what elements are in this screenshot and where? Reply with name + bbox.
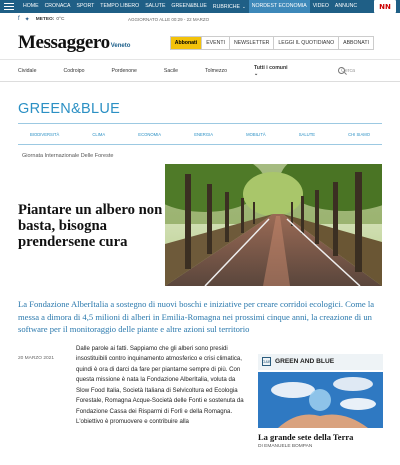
city-cividale[interactable]: Cividale xyxy=(18,67,37,74)
chevron-down-icon: ⌄ xyxy=(241,3,246,9)
city-nav xyxy=(0,60,400,82)
partner-logo[interactable]: NN xyxy=(374,0,396,13)
top-navigation-bar xyxy=(0,0,400,13)
nav-salute[interactable]: SALUTE xyxy=(145,3,166,9)
nav-nordest-economia[interactable]: NORDEST ECONOMIA xyxy=(249,0,310,13)
related-card-header xyxy=(258,354,383,370)
article-kicker[interactable]: Giornata Internazionale Delle Foreste xyxy=(22,153,114,159)
newsletter-link[interactable]: NEWSLETTER xyxy=(229,37,273,49)
related-card-label: GREEN AND BLUE xyxy=(275,358,335,365)
category-economia[interactable]: ECONOMIA xyxy=(138,132,162,137)
tree-avenue-image xyxy=(165,164,382,286)
city-codroipo[interactable]: Codroipo xyxy=(63,67,85,74)
nav-home[interactable]: HOME xyxy=(23,3,39,9)
related-card[interactable] xyxy=(258,354,383,449)
nav-video[interactable]: VIDEO xyxy=(312,3,329,9)
related-card-title[interactable]: La grande sete della Terra xyxy=(258,431,354,442)
site-logo[interactable]: Messaggero xyxy=(18,31,110,53)
category-energia[interactable]: ENERGIA xyxy=(194,132,214,137)
search-icon[interactable] xyxy=(338,67,345,74)
city-tolmezzo[interactable]: Tolmezzo xyxy=(205,67,227,74)
related-card-image[interactable] xyxy=(258,372,383,428)
category-chi-siamo[interactable]: CHI SIAMO xyxy=(348,132,370,137)
top-nav xyxy=(20,0,360,13)
article-date: 20 MARZO 2021 xyxy=(18,355,54,361)
category-bar xyxy=(0,124,400,137)
site-logo-region: Veneto xyxy=(110,43,131,49)
masthead-links xyxy=(170,36,374,50)
article-hero xyxy=(0,164,400,286)
twitter-icon[interactable]: ✦ xyxy=(24,17,30,23)
city-pordenone[interactable]: Pordenone xyxy=(111,67,137,74)
category-mobilita[interactable]: MOBILITÀ xyxy=(246,132,266,137)
category-salute[interactable]: SALUTE xyxy=(298,132,316,137)
nav-tempo-libero[interactable]: TEMPO LIBERO xyxy=(100,3,140,9)
social-links xyxy=(18,16,30,23)
eventi-link[interactable]: EVENTI xyxy=(201,37,229,49)
green-blue-logo-icon: G&B xyxy=(262,359,271,364)
nav-sport[interactable]: SPORT xyxy=(76,3,95,9)
nav-annunci[interactable]: ANNUNC xyxy=(334,3,358,9)
menu-icon[interactable] xyxy=(4,3,14,10)
chevron-down-icon: ⌄ xyxy=(253,70,259,77)
leggi-quotidiano-link[interactable]: LEGGI IL QUOTIDIANO xyxy=(273,37,338,49)
city-sacile[interactable]: Sacile xyxy=(163,67,179,74)
divider xyxy=(18,144,382,145)
article-body xyxy=(76,344,248,449)
nav-cronaca[interactable]: CRONACA xyxy=(44,3,71,9)
related-card-author: DI EMANUELE BOMPAN xyxy=(258,443,313,449)
abbonati-link[interactable]: ABBONATI xyxy=(338,37,373,49)
nav-rubriche-label: RUBRICHE xyxy=(212,3,240,10)
search-input[interactable]: Cerca xyxy=(341,67,355,74)
section-title[interactable]: GREEN&BLUE xyxy=(18,101,382,124)
article-headline: Piantare un albero non basta, bisogna prendersene cura xyxy=(18,202,163,251)
facebook-icon[interactable]: f xyxy=(18,16,20,22)
hero-image xyxy=(165,164,382,286)
nav-green-blue[interactable]: GREEN&BLUE xyxy=(171,3,207,9)
all-cities-dropdown[interactable] xyxy=(254,65,319,77)
article-body-row xyxy=(0,344,400,449)
last-updated: AGGIORNATO ALLE 00:29 - 22 MARZO xyxy=(128,17,210,22)
masthead xyxy=(0,26,400,60)
article-subtitle: La Fondazione AlberItalia a sostegno di nuovi boschi e iniziative per creare corridoi ecologici. Come la messa a dimora di 4,5 milioni di alberi in Emilia-Romagna nei prossimi cinque anni, la creazione di un software per il monitoraggio delle piante e altre azioni sul territorio xyxy=(18,299,375,334)
nav-rubriche[interactable] xyxy=(210,0,249,14)
meteo-temperature: 0°C xyxy=(56,17,65,22)
earth-in-hands-image xyxy=(258,372,383,428)
category-clima[interactable]: CLIMA xyxy=(92,132,106,137)
all-cities-label: Tutti i comuni xyxy=(253,64,288,71)
abbonati-badge[interactable]: Abbonati xyxy=(171,37,201,49)
utility-row xyxy=(0,13,400,26)
article-body-text: Dalle parole ai fatti. Sappiamo che gli alberi sono presidi insostituibili contro inquinamento atmosferico e crisi climatica, quindi è ora di darci da fare per piantarne sempre di più. Con questa missione è nata la Fondazione AlberItalia, voluta da Slow Food Italia, Società Italiana di Selvicoltura ed Ecologia Forestale, Romagna Acque-Società delle Fonti e sostenuta da Fondazione Cassa dei Risparmi di Forlì e della Romagna. L'obiettivo è promuovere e contribuire alla xyxy=(76,344,244,425)
category-biodiversita[interactable]: BIODIVERSITÀ xyxy=(30,132,60,137)
meteo-label[interactable]: METEO: xyxy=(35,17,55,22)
